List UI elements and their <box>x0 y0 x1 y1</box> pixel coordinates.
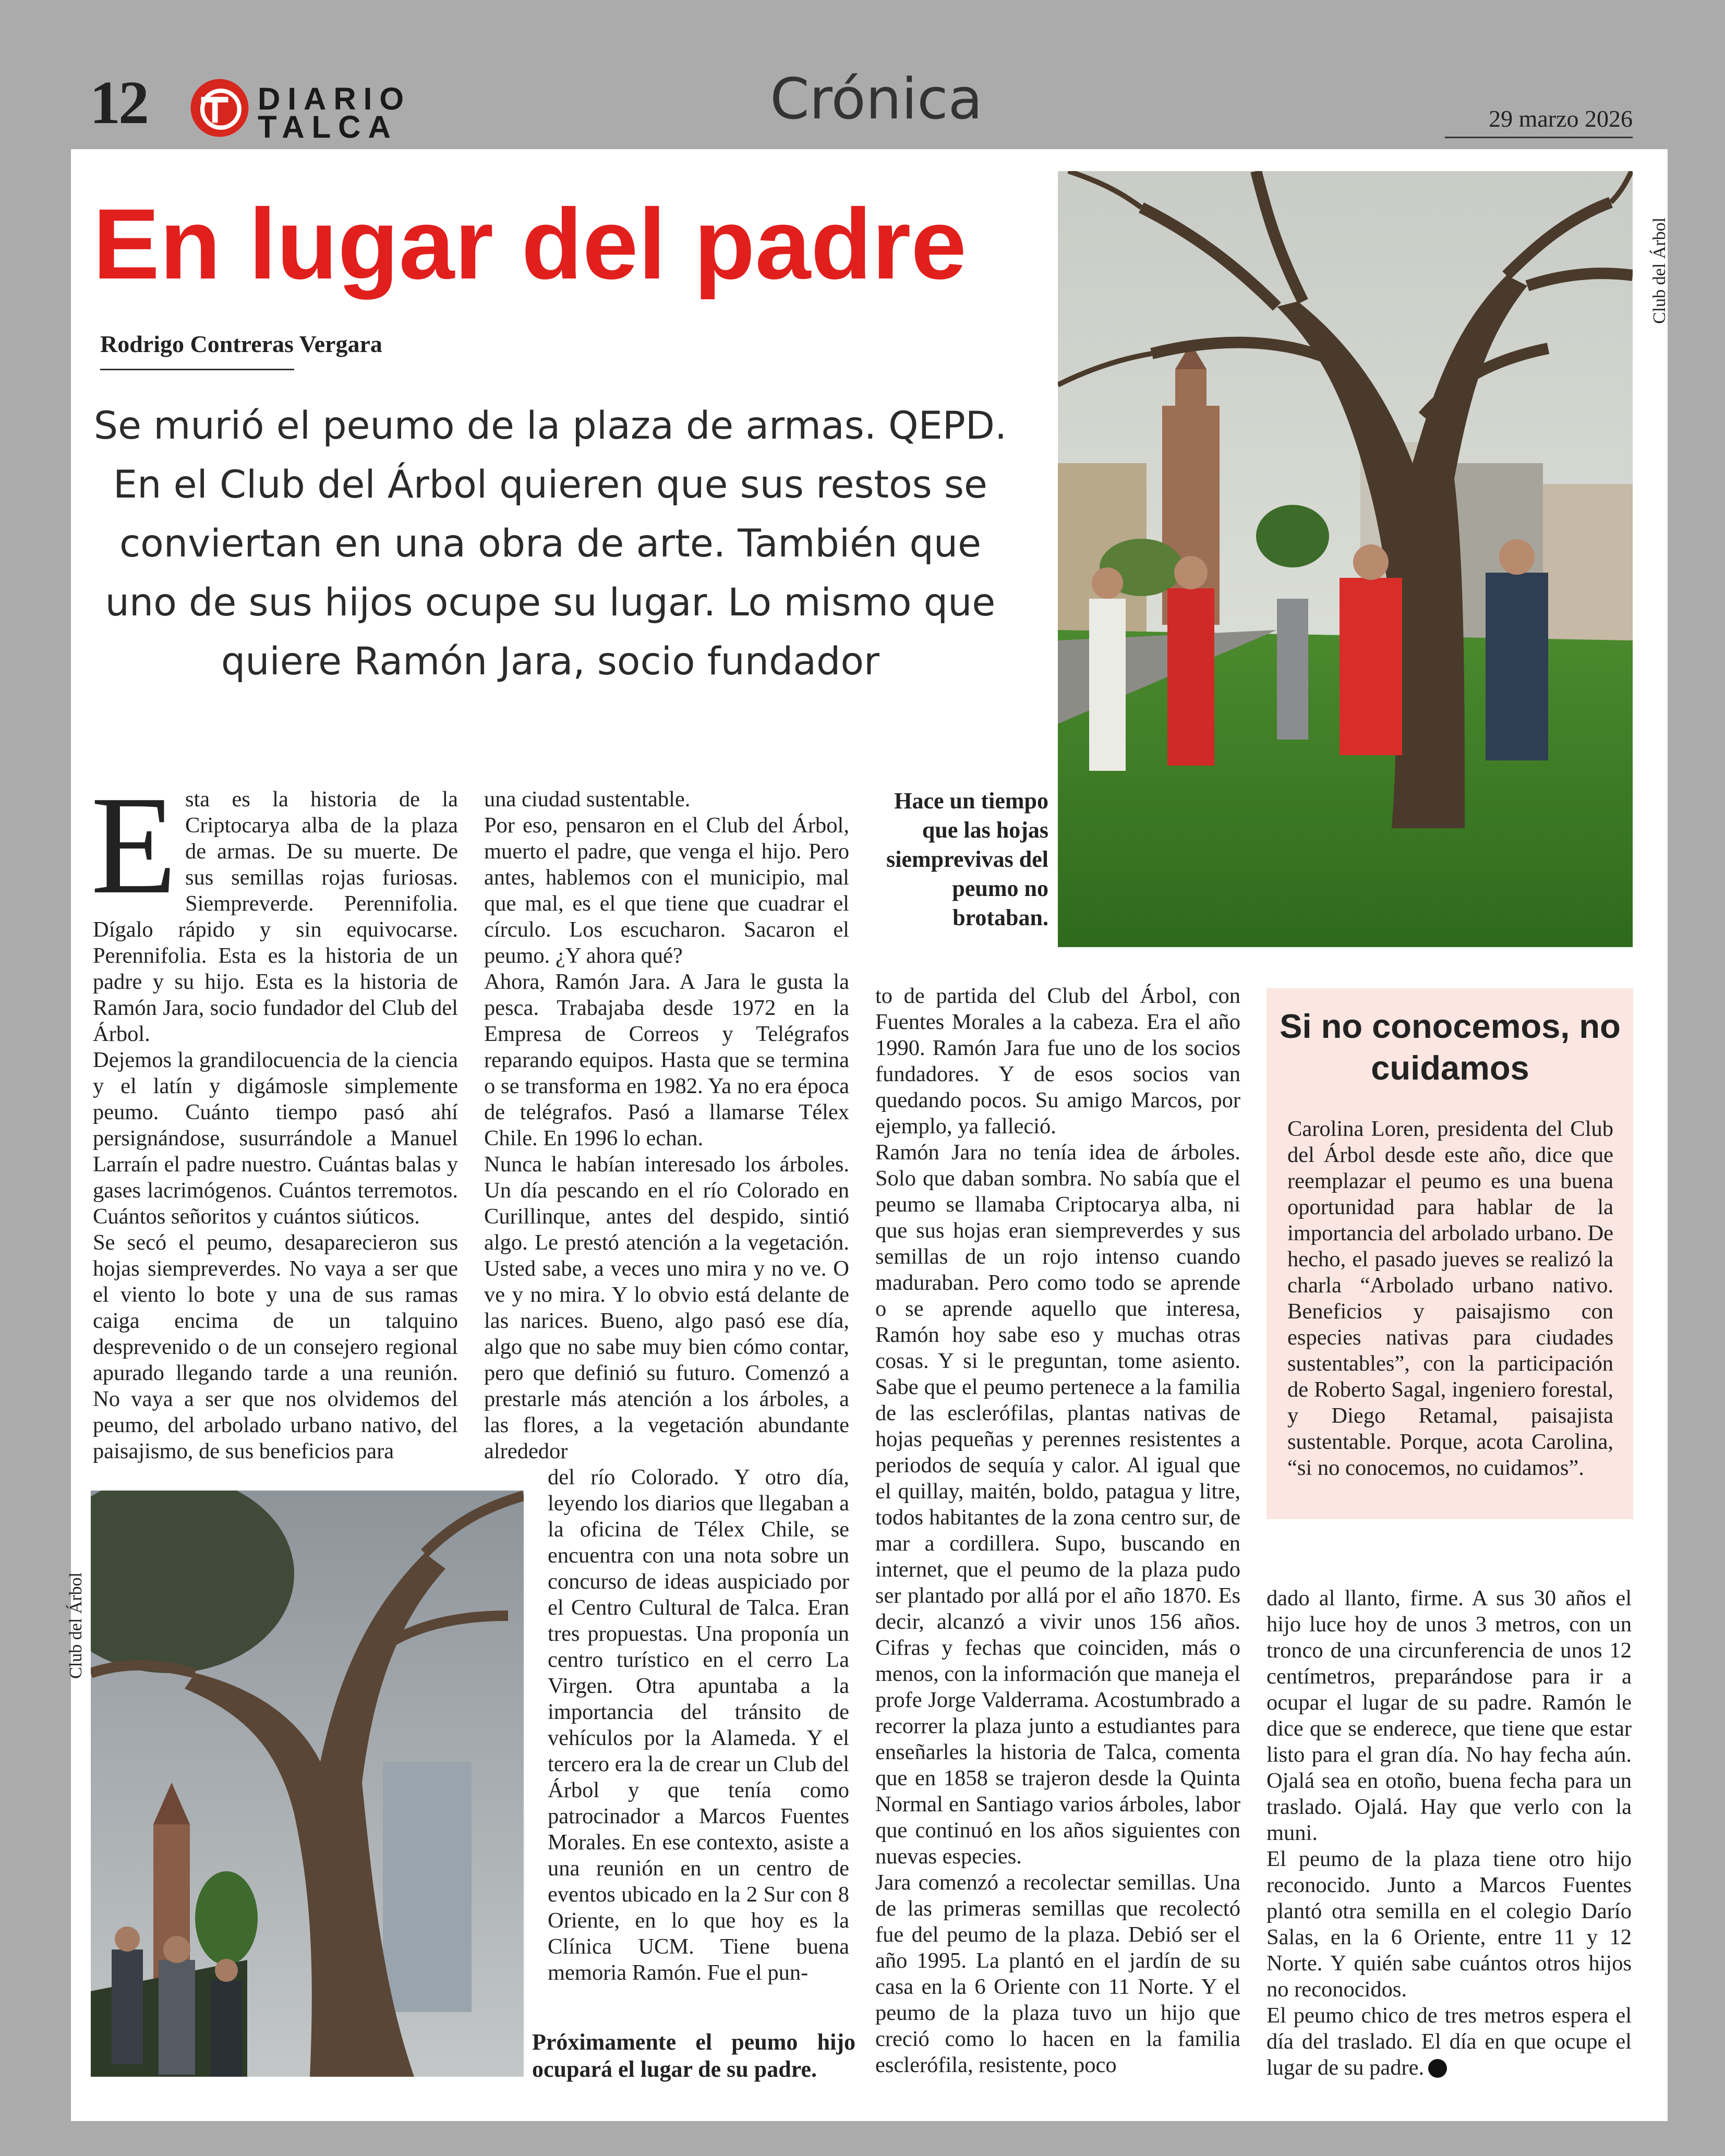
body-column-2 <box>484 786 849 1464</box>
photo-credit-bottom: Club del Árbol <box>66 1572 86 1679</box>
drop-cap: E <box>91 767 177 923</box>
byline: Rodrigo Contreras Vergara <box>100 331 382 357</box>
paragraph: El peumo de la plaza tiene otro hijo reconocido. Junto a Marcos Fuentes plantó otra semilla en el colegio Darío Salas, en la 6 Oriente, entre 11 y 12 Norte. Y quién sabe cuántos otros hijos no reconocidos. <box>1266 1847 1632 2002</box>
section-title: Crónica <box>770 67 983 132</box>
paragraph: una ciudad sustentable. <box>484 787 691 811</box>
diario-talca-logo-icon <box>189 77 250 139</box>
issue-date: 29 marzo 2026 <box>1489 105 1633 132</box>
photo-credit-top: Club del Árbol <box>1650 217 1669 324</box>
sidebar-title: Si no conocemos, no cuidamos <box>1280 1007 1621 1087</box>
body-column-1 <box>91 767 458 1464</box>
paragraph: to de partida del Club del Árbol, con Fuentes Morales a la cabeza. Era el año 1990. Ramón Jara fue uno de los socios fundadores. Y de esos socios van quedando pocos. Su amigo Marcos, por ejemplo, ya falleció. <box>875 984 1240 1138</box>
logo-wordmark-top: DIARIO <box>258 81 411 116</box>
paragraph: Nunca le habían interesado los árboles. Un día pescando en el río Colorado en Curillinque, antes del despido, sintió algo. Le prestó atención a la vegetación. Usted sabe, a veces uno mira y no ve. O ve y no mira. Y lo obvio está delante de las narices. Bueno, algo pasó ese día, algo que no sabe muy bien cómo contar, pero que definió su futuro. Comenzó a prestarle más atención a los árboles, a las flores, a la vegetación abundante alrededor <box>484 1152 849 1463</box>
byline-underline <box>100 369 294 370</box>
paragraph: Jara comenzó a recolectar semillas. Una de las primeras semillas que recolectó fue del peumo de la plaza. Debió ser el año 1995. La plantó en el jardín de su casa en la 6 Oriente con 11 Norte. Y el peumo de la plaza tuvo un hijo que creció como lo hacen en la familia esclerófila, resistente, poco <box>875 1870 1240 2077</box>
sidebar-body: Carolina Loren, presidenta del Club del Árbol desde este año, dice que reemplazar el peumo es una buena oportunidad para hablar de la importancia del arbolado urbano. De hecho, el pasado jueves se realizó la charla “Arbolado urbano nativo. Beneficios y paisajismo con especies nativas para ciudades sustentables”, con la participación de Roberto Sagal, ingeniero forestal, y Diego Retamal, paisajista sustentable. Porque, acota Carolina, “si no conocemos, no cuidamos”. <box>1287 1117 1613 1480</box>
paragraph: Ahora, Ramón Jara. A Jara le gusta la pesca. Trabajaba desde 1972 en la Empresa de Correos y Telégrafos reparando equipos. Hasta que se termina o se transforma en 1982. Ya no era época de telégrafos. Pasó a llamarse Télex Chile. En 1996 lo echan. <box>484 970 849 1150</box>
date-underline <box>1445 137 1633 138</box>
lead-paragraph: Se murió el peumo de la plaza de armas. QEPD. En el Club del Árbol quieren que sus restos se conviertan en una obra de arte. También que uno de sus hijos ocupe su lugar. Lo mismo que quiere Ramón Jara, socio fundador <box>93 404 1007 684</box>
photo-caption-bottom: Próximamente el peumo hijo ocupará el lugar de su padre. <box>532 2029 855 2082</box>
headline: En lugar del padre <box>93 188 967 300</box>
photo-caption-top: Hace un tiempo que las hojas siemprevivas del peumo no brotaban. <box>886 788 1048 930</box>
paragraph: del río Colorado. Y otro día, leyendo los diarios que llegaban a la oficina de Télex Chile, se encuentra con una nota sobre un concurso de ideas auspiciado por el Centro Cultural de Talca. Eran tres propuestas. Una proponía un centro turístico en el cerro La Virgen. Otra apuntaba a la importancia del tránsito de vehículos por la Alameda. Y el tercero era la de crear un Club del Árbol y que tenía como patrocinador a Marcos Fuentes Morales. En ese contexto, asiste a una reunión en un centro de eventos ubicado en la 2 Sur con 8 Oriente, en lo que hoy es la Clínica UCM. Tiene buena memoria Ramón. Fue el pun- <box>548 1465 849 1985</box>
paragraph: Se secó el peumo, desaparecieron sus hojas siempreverdes. No vaya a ser que el viento lo bote y una de sus ramas caiga encima de un talquino desprevenido o de un consejero regional apurado llegando tarde a una reunión. No vaya a ser que nos olvidemos del peumo, del arbolado urbano nativo, del paisajismo, de sus beneficios para <box>93 1230 458 1463</box>
paragraph: Dejemos la grandilocuencia de la ciencia y el latín y digámosle simplemente peumo. Cuánto tiempo pasó ahí persignándose, susurrándole a Manuel Larraín el padre nuestro. Cuántas balas y gases lacrimógenos. Cuántos terremotos. Cuántos señoritos y cuántos siúticos. <box>93 1048 458 1229</box>
end-of-article-icon <box>1428 2059 1447 2078</box>
body-column-3 <box>875 983 1240 2078</box>
paragraph: dado al llanto, firme. A sus 30 años el hijo luce hoy de unos 3 metros, con un tronco de una circunferencia de unos 12 centímetros, preparándose para ir a ocupar el lugar de su padre. Ramón le dice que se enderece, que tiene que estar listo para el gran día. No hay fecha aún. Ojalá sea en otoño, buena fecha para un traslado. Ojalá. Hay que verlo con la muni. <box>1266 1586 1632 1845</box>
body-column-2-continued <box>548 1464 849 1986</box>
photo-peumo-branches <box>91 1491 524 2077</box>
paragraph: Por eso, pensaron en el Club del Árbol, muerto el padre, que venga el hijo. Pero antes, hablemos con el municipio, mal que mal, es el que tiene que cuadrar el círculo. Los escucharon. Sacaron el peumo. ¿Y ahora qué? <box>484 813 849 968</box>
photo-dead-peumo-plaza <box>1058 171 1633 947</box>
logo-wordmark-bottom: TALCA <box>258 110 398 144</box>
body-column-4 <box>1266 1585 1632 2081</box>
paragraph: Esta es la historia de la Criptocarya alba de la plaza de armas. De su muerte. De sus semillas rojas furiosas. Siempreverde. Perennifolia. Dígalo rápido y sin equivocarse. Perennifolia. Esta es la historia de un padre y su hijo. Esta es la historia de Ramón Jara, socio fundador del Club del Árbol. <box>91 767 458 1046</box>
paragraph: El peumo chico de tres metros espera el día del traslado. El día en que ocupe el lugar de su padre. <box>1266 2003 1632 2080</box>
page-number: 12 <box>90 68 147 137</box>
paragraph: Ramón Jara no tenía idea de árboles. Solo que daban sombra. No sabía que el peumo se llamaba Criptocarya alba, ni que sus hojas eran siempreverdes y sus semillas de un rojo intenso cuando maduraban. Pero como todo se aprende o se aprende aquello que interesa, Ramón hoy sabe eso y muchas otras cosas. Y si le preguntan, tome asiento. Sabe que el peumo pertenece a la familia de las esclerófilas, plantas nativas de hojas pequeñas y perennes resistentes a periodos de sequía y calor. Al igual que el quillay, maitén, boldo, patagua y litre, todos habitantes de la zona centro sur, de mar a cordillera. Supo, buscando en internet, que el peumo de la plaza pudo ser plantado por allá por el año 1870. Es decir, alcanzó a vivir unos 156 años. Cifras y fechas que coinciden, más o menos, con la información que maneja el profe Jorge Valderrama. Acostumbrado a recorrer la plaza junto a estudiantes para enseñarles la historia de Talca, comenta que en 1858 se trajeron desde la Quinta Normal en Santiago varios árboles, labor que continuó en los años siguientes con nuevas especies. <box>875 1140 1240 1869</box>
